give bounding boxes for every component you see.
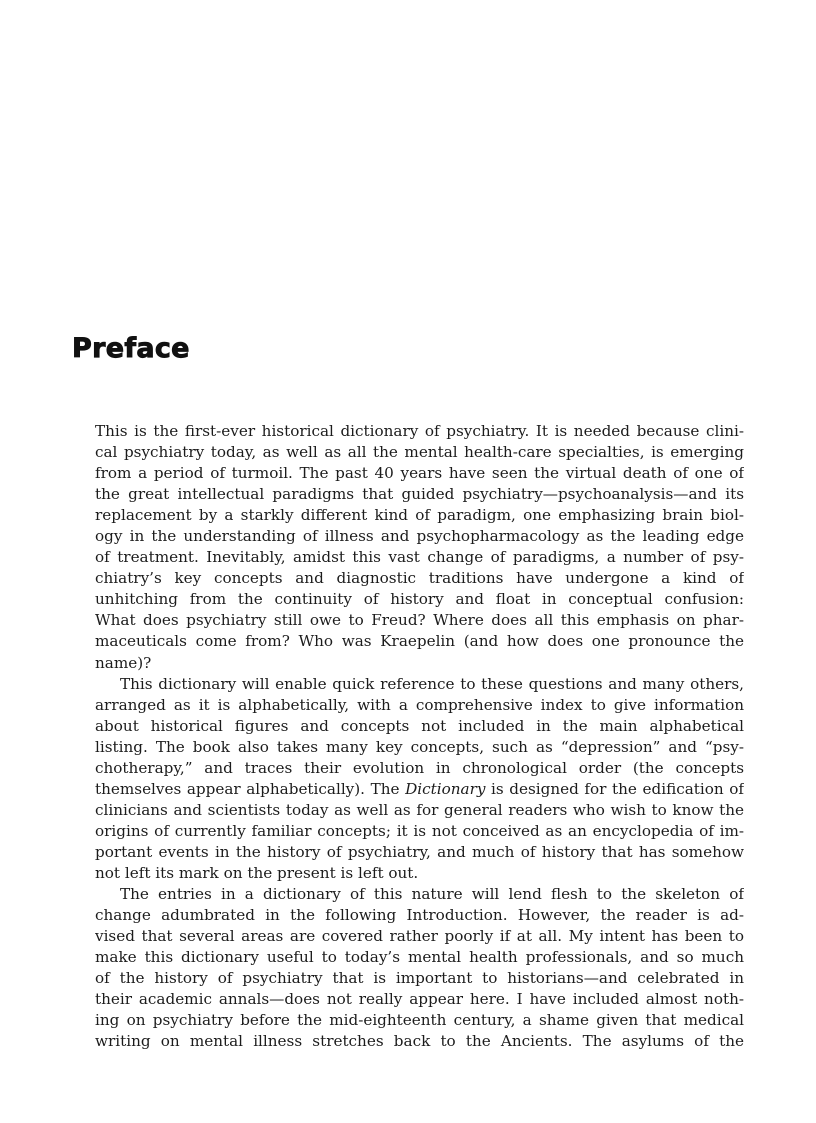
text-segment: themselves appear alphabetically). The (95, 779, 406, 798)
text-line: the great intellectual paradigms that guided psychiatry—psychoanalysis—and its (95, 485, 744, 504)
text-line: replacement by a starkly different kind of paradigm, one emphasizing brain biol- (95, 506, 744, 525)
text-line: clinicians and scientists today as well as for general readers who wish to know the (95, 800, 744, 819)
text-line: unhitching from the continuity of history and float in conceptual confusion: (95, 590, 744, 609)
paragraph-1 (95, 421, 744, 674)
text-line: of the history of psychiatry that is important to historians—and celebrated in (95, 969, 744, 988)
text-line: portant events in the history of psychiatry, and much of history that has somehow (95, 842, 744, 861)
text-segment: is designed for the edification of (485, 779, 744, 798)
text-line: name)? (95, 653, 152, 672)
text-line: chiatry’s key concepts and diagnostic traditions have undergone a kind of (95, 569, 744, 588)
page-title: Preface (72, 333, 190, 364)
text-line: cal psychiatry today, as well as all the mental health-care specialties, is emerging (95, 443, 744, 462)
text-line: listing. The book also takes many key concepts, such as “depression” and “psy- (95, 737, 744, 756)
text-line: This dictionary will enable quick reference to these questions and many others, (120, 674, 744, 693)
text-line: of treatment. Inevitably, amidst this vast change of paradigms, a number of psy- (95, 548, 744, 567)
text-line: about historical figures and concepts not included in the main alphabetical (95, 716, 744, 735)
text-line: This is the first-ever historical dictionary of psychiatry. It is needed because clini- (95, 422, 744, 440)
text-line: origins of currently familiar concepts; it is not conceived as an encyclopedia of im- (95, 821, 744, 840)
text-line: arranged as it is alphabetically, with a comprehensive index to give information (95, 695, 744, 714)
paragraph-2 (95, 674, 744, 884)
text-line: maceuticals come from? Who was Kraepelin (and how does one pronounce the (95, 632, 744, 651)
text-line: chotherapy,” and traces their evolution in chronological order (the concepts (95, 758, 744, 777)
text-line: The entries in a dictionary of this nature will lend flesh to the skeleton of (120, 885, 744, 904)
italic-title: Dictionary (405, 779, 486, 798)
text-line: change adumbrated in the following Introduction. However, the reader is ad- (95, 906, 744, 925)
text-line: What does psychiatry still owe to Freud? Where does all this emphasis on phar- (95, 611, 744, 630)
text-line: their academic annals—does not really appear here. I have included almost noth- (95, 990, 744, 1009)
text-line: ing on psychiatry before the mid-eighteenth century, a shame given that medical (95, 1011, 744, 1030)
text-line: make this dictionary useful to today’s mental health professionals, and so much (95, 948, 744, 967)
text-line: writing on mental illness stretches back to the Ancients. The asylums of the (95, 1032, 744, 1051)
paragraph-3 (95, 884, 744, 1052)
body-text (95, 421, 744, 1052)
text-line: vised that several areas are covered rather poorly if at all. My intent has been to (95, 927, 744, 946)
text-line: from a period of turmoil. The past 40 years have seen the virtual death of one of (95, 464, 744, 483)
text-line: not left its mark on the present is left out. (95, 863, 419, 882)
text-line-with-italic (95, 779, 744, 800)
text-line: ogy in the understanding of illness and psychopharmacology as the leading edge (95, 527, 744, 546)
